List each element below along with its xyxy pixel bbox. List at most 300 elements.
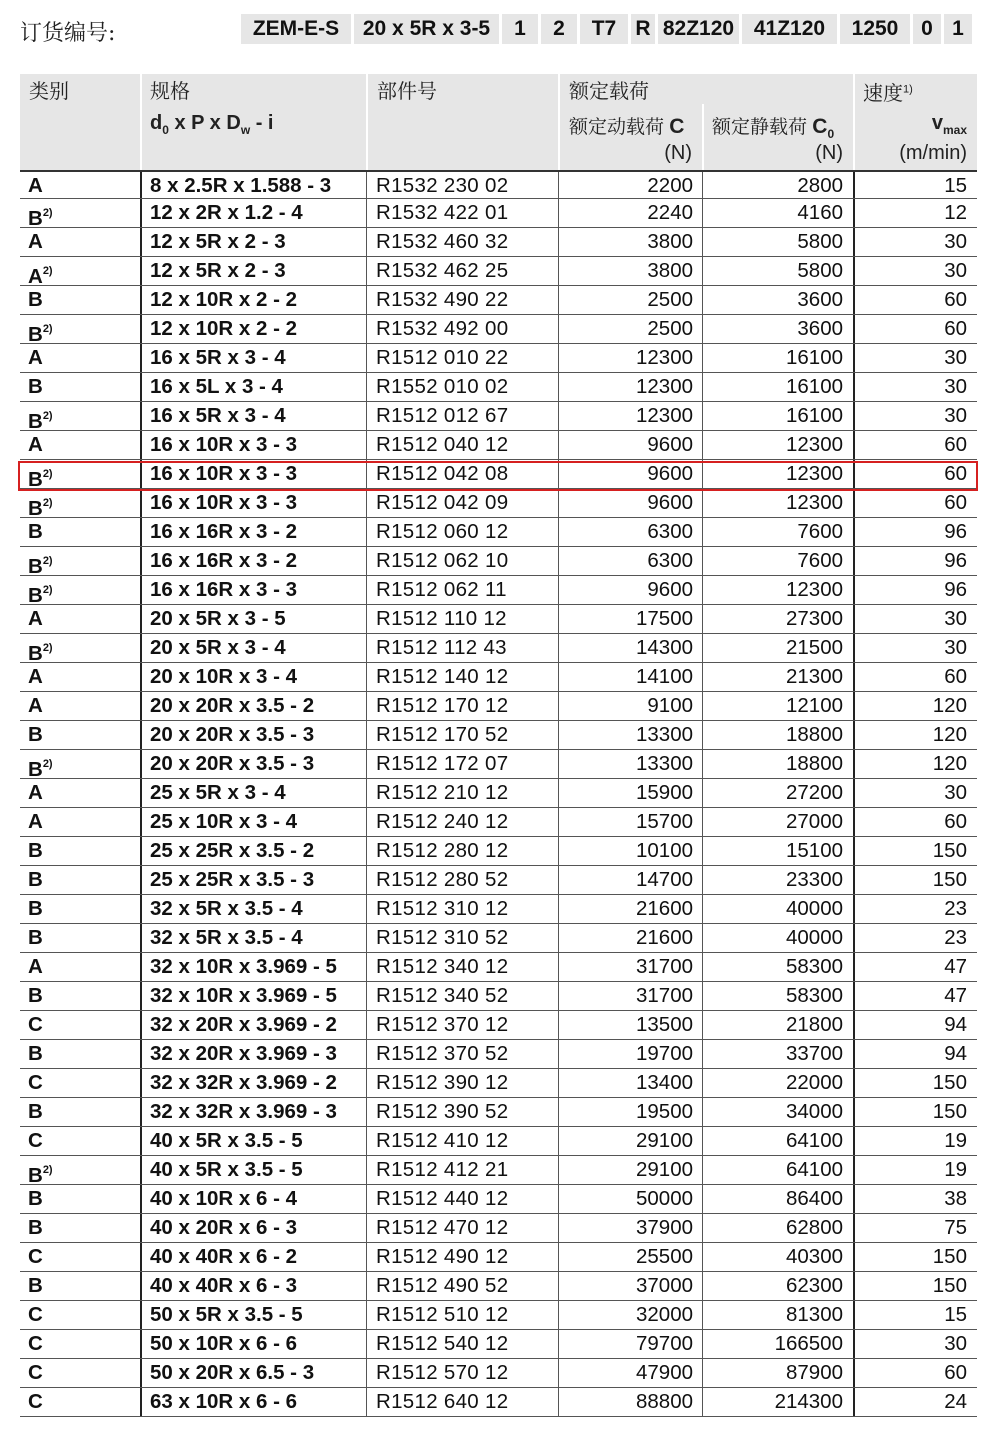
order-code-segments <box>241 14 972 44</box>
cell-speed: 30 <box>944 1332 967 1355</box>
cell-spec: 25 x 10R x 3 - 4 <box>150 810 298 833</box>
cell-category: C <box>28 1245 43 1268</box>
cell-speed: 23 <box>944 897 967 920</box>
cell-dynamic-load: 29100 <box>635 1129 693 1152</box>
cell-part-no: R1512 340 52 <box>376 984 509 1007</box>
cell-speed: 120 <box>932 694 967 717</box>
cell-spec: 40 x 20R x 6 - 3 <box>150 1216 298 1239</box>
cell-static-load: 12300 <box>785 578 843 601</box>
cell-category: C <box>28 1013 43 1036</box>
cell-speed: 60 <box>944 317 967 340</box>
cell-spec: 20 x 5R x 3 - 4 <box>150 636 286 659</box>
cell-spec: 40 x 40R x 6 - 2 <box>150 1245 298 1268</box>
cell-category: B <box>28 520 43 543</box>
table-row <box>20 576 977 605</box>
cell-static-load: 4160 <box>797 201 843 224</box>
cell-spec: 40 x 5R x 3.5 - 5 <box>150 1158 303 1181</box>
cell-part-no: R1512 170 12 <box>376 694 509 717</box>
cell-part-no: R1512 390 52 <box>376 1100 509 1123</box>
table-row <box>20 257 977 286</box>
cell-dynamic-load: 2200 <box>647 174 693 197</box>
cell-part-no: R1532 422 01 <box>376 201 509 224</box>
cell-category: C <box>28 1071 43 1094</box>
table-row <box>20 1330 977 1359</box>
cell-category: B <box>28 375 43 398</box>
header-spec: 规格 <box>150 81 190 103</box>
cell-spec: 32 x 32R x 3.969 - 2 <box>150 1071 337 1094</box>
cell-part-no: R1512 280 52 <box>376 868 509 891</box>
table-row <box>20 286 977 315</box>
cell-speed: 15 <box>944 1303 967 1326</box>
table-row <box>20 779 977 808</box>
table-row <box>20 431 977 460</box>
cell-dynamic-load: 14700 <box>635 868 693 891</box>
cell-dynamic-load: 21600 <box>635 897 693 920</box>
cell-speed: 47 <box>944 955 967 978</box>
table-row <box>20 315 977 344</box>
cell-speed: 19 <box>944 1158 967 1181</box>
cell-speed: 30 <box>944 230 967 253</box>
cell-part-no: R1552 010 02 <box>376 375 509 398</box>
cell-spec: 16 x 10R x 3 - 3 <box>150 462 298 485</box>
cell-part-no: R1512 012 67 <box>376 404 509 427</box>
cell-part-no: R1512 470 12 <box>376 1216 509 1239</box>
cell-spec: 16 x 16R x 3 - 2 <box>150 520 298 543</box>
cell-dynamic-load: 15700 <box>635 810 693 833</box>
cell-part-no: R1512 490 52 <box>376 1274 509 1297</box>
cell-spec: 12 x 10R x 2 - 2 <box>150 288 298 311</box>
cell-spec: 32 x 20R x 3.969 - 2 <box>150 1013 337 1036</box>
cell-speed: 15 <box>944 174 967 197</box>
table-row <box>20 1185 977 1214</box>
cell-category: B <box>28 897 43 920</box>
cell-part-no: R1512 340 12 <box>376 955 509 978</box>
header-category: 类别 <box>29 81 69 103</box>
cell-static-load: 27300 <box>785 607 843 630</box>
cell-dynamic-load: 2500 <box>647 288 693 311</box>
cell-dynamic-load: 13500 <box>635 1013 693 1036</box>
cell-speed: 12 <box>944 201 967 224</box>
order-code-segment: 82Z120 <box>658 14 739 44</box>
cell-speed: 30 <box>944 607 967 630</box>
cell-category: A <box>28 955 43 978</box>
cell-part-no: R1512 110 12 <box>376 607 507 630</box>
cell-speed: 60 <box>944 491 967 514</box>
ball-screw-table <box>20 74 977 1417</box>
cell-category: $B^{2)}$ <box>28 497 53 520</box>
cell-speed: 60 <box>944 810 967 833</box>
cell-spec: 32 x 32R x 3.969 - 3 <box>150 1100 337 1123</box>
cell-spec: 32 x 5R x 3.5 - 4 <box>150 897 303 920</box>
header-speed-unit: (m/min) <box>899 142 967 164</box>
cell-category: B <box>28 839 43 862</box>
cell-dynamic-load: 19700 <box>635 1042 693 1065</box>
cell-speed: 120 <box>932 752 967 775</box>
cell-category: $B^{2)}$ <box>28 410 53 433</box>
cell-spec: 32 x 10R x 3.969 - 5 <box>150 984 337 1007</box>
cell-dynamic-load: 50000 <box>635 1187 693 1210</box>
cell-static-load: 12300 <box>785 462 843 485</box>
table-row <box>20 489 977 518</box>
cell-category: $A^{2)}$ <box>28 265 53 288</box>
cell-static-load: 16100 <box>785 375 843 398</box>
cell-speed: 23 <box>944 926 967 949</box>
cell-speed: 60 <box>944 665 967 688</box>
cell-part-no: R1512 370 52 <box>376 1042 509 1065</box>
cell-part-no: R1512 370 12 <box>376 1013 509 1036</box>
cell-part-no: R1512 412 21 <box>376 1158 509 1181</box>
cell-speed: 150 <box>932 1071 967 1094</box>
table-row <box>20 1098 977 1127</box>
cell-category: $B^{2)}$ <box>28 642 53 665</box>
cell-category: B <box>28 984 43 1007</box>
cell-speed: 150 <box>932 1245 967 1268</box>
cell-category: A <box>28 433 43 456</box>
table-row <box>20 402 977 431</box>
cell-dynamic-load: 12300 <box>635 375 693 398</box>
cell-static-load: 40000 <box>785 897 843 920</box>
cell-spec: 25 x 5R x 3 - 4 <box>150 781 286 804</box>
cell-dynamic-load: 14300 <box>635 636 693 659</box>
cell-speed: 30 <box>944 636 967 659</box>
cell-category: A <box>28 346 43 369</box>
cell-spec: 20 x 5R x 3 - 5 <box>150 607 286 630</box>
cell-dynamic-load: 47900 <box>635 1361 693 1384</box>
table-row <box>20 837 977 866</box>
cell-static-load: 81300 <box>785 1303 843 1326</box>
table-row <box>20 750 977 779</box>
cell-dynamic-load: 12300 <box>635 404 693 427</box>
cell-spec: 16 x 5R x 3 - 4 <box>150 346 286 369</box>
cell-speed: 60 <box>944 288 967 311</box>
cell-category: A <box>28 781 43 804</box>
cell-spec: 50 x 20R x 6.5 - 3 <box>150 1361 315 1384</box>
cell-dynamic-load: 79700 <box>635 1332 693 1355</box>
cell-static-load: 18800 <box>785 723 843 746</box>
cell-spec: 50 x 5R x 3.5 - 5 <box>150 1303 303 1326</box>
cell-spec: 16 x 16R x 3 - 3 <box>150 578 298 601</box>
cell-part-no: R1512 240 12 <box>376 810 509 833</box>
cell-spec: 12 x 5R x 2 - 3 <box>150 230 286 253</box>
cell-speed: 30 <box>944 259 967 282</box>
cell-speed: 30 <box>944 404 967 427</box>
cell-part-no: R1512 140 12 <box>376 665 509 688</box>
cell-static-load: 12300 <box>785 433 843 456</box>
cell-spec: 12 x 2R x 1.2 - 4 <box>150 201 303 224</box>
cell-static-load: 58300 <box>785 955 843 978</box>
cell-static-load: 21800 <box>785 1013 843 1036</box>
cell-speed: 94 <box>944 1013 967 1036</box>
cell-dynamic-load: 9600 <box>647 462 693 485</box>
cell-static-load: 15100 <box>785 839 843 862</box>
cell-part-no: R1512 170 52 <box>376 723 509 746</box>
cell-dynamic-load: 10100 <box>635 839 693 862</box>
cell-dynamic-load: 37000 <box>635 1274 693 1297</box>
cell-category: B <box>28 723 43 746</box>
order-code-bar <box>20 14 980 44</box>
cell-dynamic-load: 29100 <box>635 1158 693 1181</box>
cell-part-no: R1512 410 12 <box>376 1129 509 1152</box>
cell-dynamic-load: 32000 <box>635 1303 693 1326</box>
table-row <box>20 1272 977 1301</box>
cell-static-load: 86400 <box>785 1187 843 1210</box>
cell-dynamic-load: 3800 <box>647 259 693 282</box>
cell-static-load: 87900 <box>785 1361 843 1384</box>
table-row <box>20 605 977 634</box>
cell-category: B <box>28 1187 43 1210</box>
header-dynamic-load: 额定动载荷 C <box>569 115 685 138</box>
cell-part-no: R1512 640 12 <box>376 1390 509 1413</box>
order-code-segment: 2 <box>541 14 577 44</box>
cell-static-load: 64100 <box>785 1158 843 1181</box>
cell-speed: 60 <box>944 433 967 456</box>
cell-dynamic-load: 19500 <box>635 1100 693 1123</box>
cell-static-load: 58300 <box>785 984 843 1007</box>
cell-dynamic-load: 2240 <box>647 201 693 224</box>
table-row <box>20 1040 977 1069</box>
table-row <box>20 953 977 982</box>
cell-category: $B^{2)}$ <box>28 1164 53 1187</box>
cell-part-no: R1512 310 52 <box>376 926 509 949</box>
cell-dynamic-load: 15900 <box>635 781 693 804</box>
cell-static-load: 62800 <box>785 1216 843 1239</box>
cell-part-no: R1512 280 12 <box>376 839 509 862</box>
cell-speed: 60 <box>944 462 967 485</box>
cell-spec: 40 x 10R x 6 - 4 <box>150 1187 298 1210</box>
table-row <box>20 1127 977 1156</box>
table-body <box>20 170 977 1417</box>
cell-dynamic-load: 13300 <box>635 752 693 775</box>
cell-static-load: 7600 <box>797 520 843 543</box>
cell-static-load: 23300 <box>785 868 843 891</box>
cell-spec: 20 x 10R x 3 - 4 <box>150 665 298 688</box>
cell-part-no: R1512 570 12 <box>376 1361 509 1384</box>
header-static-load: 额定静载荷 $C_0$ <box>712 115 835 141</box>
cell-category: A <box>28 665 43 688</box>
cell-part-no: R1512 490 12 <box>376 1245 509 1268</box>
cell-speed: 96 <box>944 578 967 601</box>
table-row <box>20 634 977 663</box>
cell-static-load: 40000 <box>785 926 843 949</box>
cell-static-load: 214300 <box>774 1390 843 1413</box>
cell-category: $B^{2)}$ <box>28 207 53 230</box>
order-code-segment: 1250 <box>840 14 910 44</box>
cell-category: $B^{2)}$ <box>28 758 53 781</box>
cell-dynamic-load: 21600 <box>635 926 693 949</box>
cell-static-load: 27000 <box>785 810 843 833</box>
cell-speed: 19 <box>944 1129 967 1152</box>
cell-part-no: R1512 062 11 <box>376 578 507 601</box>
cell-part-no: R1532 492 00 <box>376 317 509 340</box>
cell-dynamic-load: 31700 <box>635 984 693 1007</box>
cell-speed: 94 <box>944 1042 967 1065</box>
cell-static-load: 21500 <box>785 636 843 659</box>
cell-spec: 25 x 25R x 3.5 - 2 <box>150 839 315 862</box>
cell-spec: 20 x 20R x 3.5 - 3 <box>150 752 315 775</box>
table-row <box>20 170 977 199</box>
table-row <box>20 547 977 576</box>
table-row <box>20 1214 977 1243</box>
header-static-unit: (N) <box>815 142 843 164</box>
cell-part-no: R1512 390 12 <box>376 1071 509 1094</box>
table-row <box>20 1011 977 1040</box>
table-row <box>20 344 977 373</box>
cell-category: A <box>28 174 43 197</box>
cell-spec: 40 x 5R x 3.5 - 5 <box>150 1129 303 1152</box>
cell-spec: 20 x 20R x 3.5 - 3 <box>150 723 315 746</box>
header-part-no: 部件号 <box>377 81 437 103</box>
cell-speed: 60 <box>944 1361 967 1384</box>
cell-category: $B^{2)}$ <box>28 468 53 491</box>
order-code-segment: 1 <box>502 14 538 44</box>
cell-speed: 24 <box>944 1390 967 1413</box>
table-row <box>20 895 977 924</box>
cell-category: A <box>28 230 43 253</box>
cell-category: C <box>28 1361 43 1384</box>
header-rated-load: 额定载荷 <box>569 81 649 103</box>
cell-part-no: R1512 510 12 <box>376 1303 509 1326</box>
cell-dynamic-load: 88800 <box>635 1390 693 1413</box>
cell-speed: 30 <box>944 781 967 804</box>
cell-spec: 16 x 5R x 3 - 4 <box>150 404 286 427</box>
cell-dynamic-load: 6300 <box>647 520 693 543</box>
cell-speed: 150 <box>932 1100 967 1123</box>
cell-static-load: 27200 <box>785 781 843 804</box>
cell-dynamic-load: 12300 <box>635 346 693 369</box>
cell-dynamic-load: 25500 <box>635 1245 693 1268</box>
cell-dynamic-load: 31700 <box>635 955 693 978</box>
table-row <box>20 924 977 953</box>
cell-spec: 16 x 10R x 3 - 3 <box>150 433 298 456</box>
cell-static-load: 12300 <box>785 491 843 514</box>
cell-spec: 32 x 5R x 3.5 - 4 <box>150 926 303 949</box>
cell-part-no: R1512 310 12 <box>376 897 509 920</box>
cell-part-no: R1532 490 22 <box>376 288 509 311</box>
header-dynamic-unit: (N) <box>664 142 692 164</box>
cell-category: C <box>28 1332 43 1355</box>
cell-category: B <box>28 1042 43 1065</box>
order-code-segment: R <box>631 14 655 44</box>
cell-static-load: 16100 <box>785 346 843 369</box>
cell-static-load: 62300 <box>785 1274 843 1297</box>
cell-spec: 12 x 5R x 2 - 3 <box>150 259 286 282</box>
header-speed: 速度$^{1)}$ <box>863 83 913 105</box>
cell-speed: 150 <box>932 868 967 891</box>
cell-static-load: 5800 <box>797 230 843 253</box>
cell-part-no: R1512 172 07 <box>376 752 509 775</box>
cell-static-load: 22000 <box>785 1071 843 1094</box>
cell-speed: 120 <box>932 723 967 746</box>
cell-category: B <box>28 1100 43 1123</box>
table-row <box>20 518 977 547</box>
cell-part-no: R1532 460 32 <box>376 230 509 253</box>
order-code-segment: 1 <box>944 14 972 44</box>
cell-dynamic-load: 17500 <box>635 607 693 630</box>
cell-part-no: R1532 462 25 <box>376 259 509 282</box>
cell-speed: 47 <box>944 984 967 1007</box>
header-spec-formula: $d_0$ x P x $D_w$ - i <box>150 112 274 137</box>
cell-dynamic-load: 9600 <box>647 578 693 601</box>
cell-speed: 96 <box>944 520 967 543</box>
cell-category: C <box>28 1390 43 1413</box>
table-row <box>20 199 977 228</box>
cell-speed: 30 <box>944 346 967 369</box>
cell-category: A <box>28 810 43 833</box>
cell-speed: 30 <box>944 375 967 398</box>
cell-spec: 16 x 10R x 3 - 3 <box>150 491 298 514</box>
cell-category: B <box>28 926 43 949</box>
cell-part-no: R1512 010 22 <box>376 346 509 369</box>
cell-spec: 8 x 2.5R x 1.588 - 3 <box>150 174 332 197</box>
cell-part-no: R1512 040 12 <box>376 433 509 456</box>
cell-static-load: 5800 <box>797 259 843 282</box>
cell-spec: 63 x 10R x 6 - 6 <box>150 1390 298 1413</box>
cell-dynamic-load: 37900 <box>635 1216 693 1239</box>
cell-spec: 12 x 10R x 2 - 2 <box>150 317 298 340</box>
cell-static-load: 64100 <box>785 1129 843 1152</box>
cell-static-load: 33700 <box>785 1042 843 1065</box>
table-row <box>20 460 977 489</box>
order-code-label: 订货编号: <box>20 21 116 46</box>
cell-category: B <box>28 1274 43 1297</box>
table-row <box>20 1243 977 1272</box>
table-row <box>20 1301 977 1330</box>
cell-static-load: 7600 <box>797 549 843 572</box>
cell-part-no: R1512 060 12 <box>376 520 509 543</box>
order-code-segment: 20 x 5R x 3-5 <box>354 14 499 44</box>
cell-speed: 75 <box>944 1216 967 1239</box>
cell-part-no: R1512 062 10 <box>376 549 509 572</box>
cell-spec: 50 x 10R x 6 - 6 <box>150 1332 298 1355</box>
order-code-segment: ZEM-E-S <box>241 14 351 44</box>
table-row <box>20 1069 977 1098</box>
cell-spec: 16 x 5L x 3 - 4 <box>150 375 283 398</box>
table-row <box>20 808 977 837</box>
cell-dynamic-load: 3800 <box>647 230 693 253</box>
cell-speed: 150 <box>932 1274 967 1297</box>
cell-speed: 38 <box>944 1187 967 1210</box>
table-row <box>20 692 977 721</box>
table-row <box>20 1388 977 1417</box>
cell-category: B <box>28 868 43 891</box>
table-row <box>20 228 977 257</box>
cell-speed: 150 <box>932 839 967 862</box>
cell-part-no: R1512 112 43 <box>376 636 507 659</box>
cell-category: A <box>28 694 43 717</box>
cell-dynamic-load: 2500 <box>647 317 693 340</box>
header-speed-symbol: $v_{max}$ <box>931 112 967 137</box>
cell-dynamic-load: 9600 <box>647 491 693 514</box>
cell-dynamic-load: 6300 <box>647 549 693 572</box>
order-code-segment: T7 <box>580 14 628 44</box>
cell-static-load: 34000 <box>785 1100 843 1123</box>
cell-static-load: 21300 <box>785 665 843 688</box>
cell-spec: 32 x 10R x 3.969 - 5 <box>150 955 337 978</box>
table-row <box>20 1359 977 1388</box>
table-row <box>20 866 977 895</box>
cell-spec: 25 x 25R x 3.5 - 3 <box>150 868 315 891</box>
cell-dynamic-load: 14100 <box>635 665 693 688</box>
cell-category: B <box>28 288 43 311</box>
cell-dynamic-load: 13300 <box>635 723 693 746</box>
cell-static-load: 12100 <box>785 694 843 717</box>
cell-speed: 96 <box>944 549 967 572</box>
cell-category: C <box>28 1303 43 1326</box>
table-row <box>20 721 977 750</box>
table-row <box>20 982 977 1011</box>
cell-category: A <box>28 607 43 630</box>
cell-static-load: 3600 <box>797 288 843 311</box>
